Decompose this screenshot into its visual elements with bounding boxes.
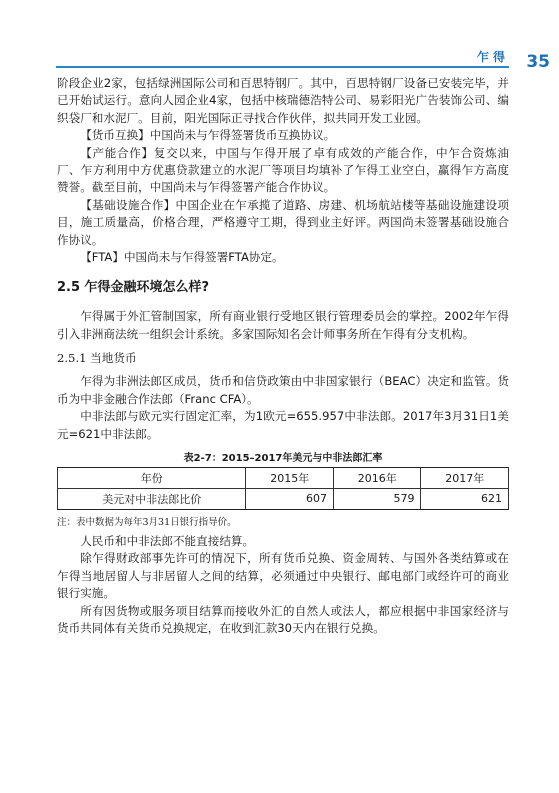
paragraph-exchange-rate: 中非法郎与欧元实行固定汇率，为1欧元=655.957中非法郎。2017年3月31日1美元=621中非法郎。: [57, 409, 509, 441]
paragraph-capacity-cooperation: 【产能合作】复交以来，中国与乍得开展了卓有成效的产能合作，中乍合资炼油厂、乍方利用中方优惠贷款建立的水泥厂等项目均填补了乍得工业空白，赢得乍方高度赞誉。截至目前，中国尚未与乍得签署产能合作协议。: [57, 145, 509, 195]
table-header-cell: 2017年: [421, 467, 509, 488]
paragraph-currency-swap: 【货币互换】中国尚未与乍得签署货币互换协议。: [80, 128, 336, 143]
paragraph-foreign-exchange: 所有因货物或服务项目结算而接收外汇的自然人或法人，都应根据中非国家经济与货币共同体有关货币兑换规定，在收到汇款30天内在银行兑换。: [57, 603, 509, 635]
table-caption: 表2-7：2015–2017年美元与中非法郎汇率: [183, 452, 383, 464]
paragraph-settlement-rules: 除乍得财政部事先许可的情况下，所有货币兑换、资金周转、与国外各类结算或在乍得当地居留人与非居留人之间的结算，必须通过中央银行、邮电部门或经许可的商业银行实施。: [57, 551, 509, 601]
table-row: [58, 488, 509, 509]
header-rule: [56, 66, 509, 68]
table-header-cell: 2015年: [246, 467, 334, 488]
table-note: 注：表中数据为每年3月31日银行指导价。: [57, 516, 237, 528]
table-header-cell: 年份: [58, 467, 246, 488]
paragraph-industrial-park: 阶段企业2家，包括绿洲国际公司和百思特钢厂。其中，百思特钢厂设备已安装完毕，并已开始试运行。意向人园企业4家，包括中核瑞德浩特公司、易彩阳光广告装饰公司、编织袋厂和水泥厂。目前，阳光国际正寻找合作伙伴，拟共同开发工业园。: [57, 76, 509, 125]
page-number: 35: [526, 52, 550, 72]
page-body: [57, 75, 509, 637]
section-title: 2.5 乍得金融环境怎么样?: [57, 280, 210, 296]
paragraph-rmb-settlement: 人民币和中非法郎不能直接结算。: [80, 533, 255, 548]
exchange-rate-table: [57, 467, 509, 510]
table-cell: 621: [421, 488, 509, 509]
table-row-label: 美元对中非法郎比价: [58, 488, 246, 509]
paragraph-financial-environment: 乍得属于外汇管制国家，所有商业银行受地区银行管理委员会的掌控。2002年乍得引入非洲商法统一组织会计系统。多家国际知名会计师事务所在乍得有分支机构。: [57, 309, 509, 341]
paragraph-infrastructure: 【基础设施合作】中国企业在乍承揽了道路、房建、机场航站楼等基础设施建设项目，施工质量高，价格合理，严格遵守工期，得到业主好评。两国尚未签署基础设施合作协议。: [57, 197, 509, 247]
table-cell: 579: [333, 488, 421, 509]
table-header-row: [58, 467, 509, 488]
subsection-title: 2.5.1 当地货币: [57, 351, 137, 366]
paragraph-fta: 【FTA】中国尚未与乍得签署FTA协定。: [80, 250, 284, 265]
table-cell: 607: [246, 488, 334, 509]
paragraph-currency-zone: 乍得为非洲法郎区成员，货币和信贷政策由中非国家银行（BEAC）决定和监管。货币为中非金融合作法郎（Franc CFA）。: [57, 374, 509, 406]
page-header: [0, 42, 559, 72]
table-header-cell: 2016年: [333, 467, 421, 488]
header-chapter-label: 乍得: [476, 50, 509, 64]
